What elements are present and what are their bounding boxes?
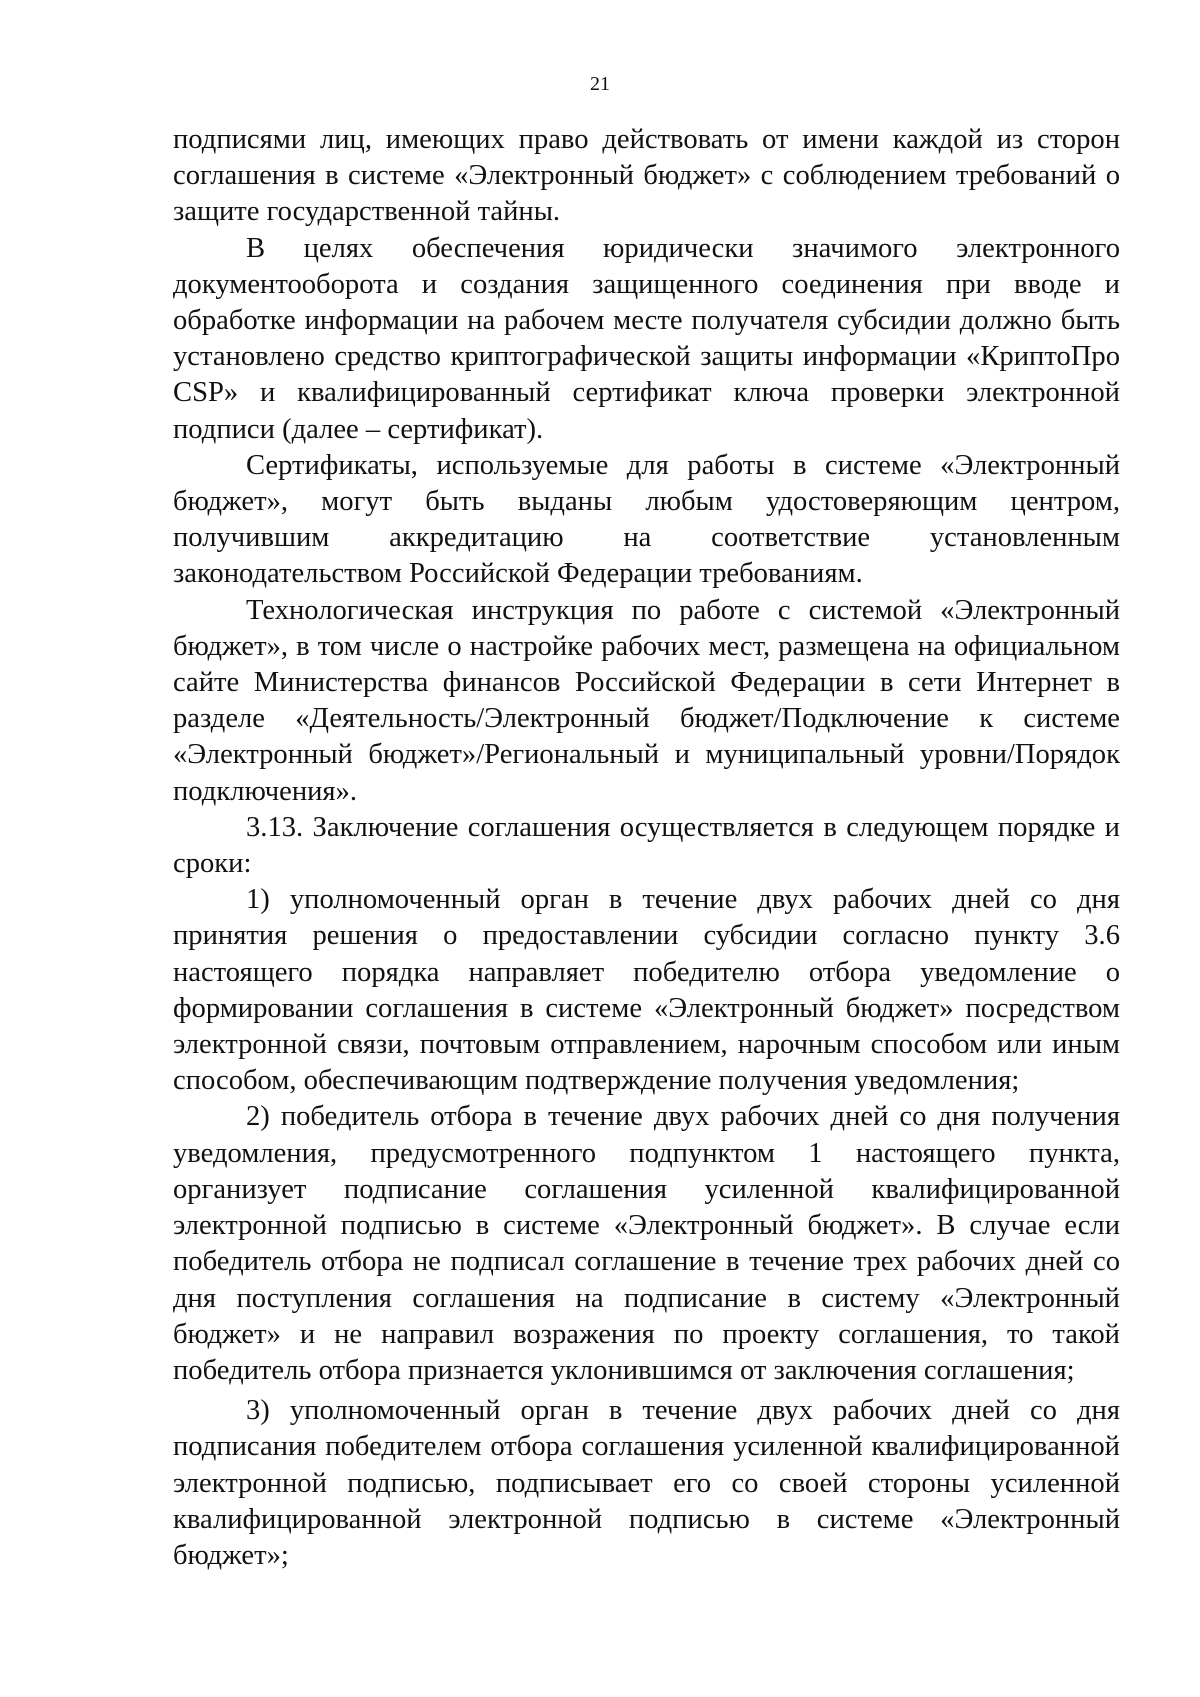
paragraph-crypto-requirements: В целях обеспечения юридически значимого электронного документооборота и создания защищенного соединения при вводе и обработке информации на рабочем месте получателя субсидии должно быть установлено средство криптографической защиты информации «КриптоПро CSP» и квалифицированный сертификат ключа проверки электронной подписи (далее – сертификат).: [173, 232, 1120, 445]
paragraph-item-2: 2) победитель отбора в течение двух рабочих дней со дня получения уведомления, предусмотренного подпунктом 1 настоящего пункта, организует подписание соглашения усиленной квалифицированной электронной подписью в системе «Электронный бюджет». В случае если победитель отбора не подписал соглашение в течение трех рабочих дней со дня поступления соглашения на подписание в систему «Электронный бюджет» и не направил возражения по проекту соглашения, то такой победитель отбора признается уклонившимся от заключения соглашения;: [173, 1101, 1120, 1386]
page-number: 21: [590, 73, 610, 95]
document-body: [173, 122, 1120, 1574]
paragraph-certificates: Сертификаты, используемые для работы в системе «Электронный бюджет», могут быть выданы любым удостоверяющим центром, получившим аккредитацию на соответствие установленным законодательством Российской Федерации требованиям.: [173, 449, 1120, 590]
paragraph-continuation: подписями лиц, имеющих право действовать от имени каждой из сторон соглашения в системе «Электронный бюджет» с соблюдением требований о защите государственной тайны.: [173, 124, 1120, 228]
paragraph-technical-instruction: Технологическая инструкция по работе с системой «Электронный бюджет», в том числе о настройке рабочих мест, размещена на официальном сайте Министерства финансов Российской Федерации в сети Интернет в разделе «Деятельность/Электронный бюджет/Подключение к системе «Электронный бюджет»/Региональный и муниципальный уровни/Порядок подключения».: [173, 594, 1120, 807]
paragraph-item-3: 3) уполномоченный орган в течение двух рабочих дней со дня подписания победителем отбора соглашения усиленной квалифицированной электронной подписью, подписывает его со своей стороны усиленной квалифицированной электронной подписью в системе «Электронный бюджет»;: [173, 1395, 1120, 1571]
paragraph-item-1: 1) уполномоченный орган в течение двух рабочих дней со дня принятия решения о предоставлении субсидии согласно пункту 3.6 настоящего порядка направляет победителю отбора уведомление о формировании соглашения в системе «Электронный бюджет» посредством электронной связи, почтовым отправлением, нарочным способом или иным способом, обеспечивающим подтверждение получения уведомления;: [173, 884, 1120, 1097]
paragraph-section-3-13: 3.13. Заключение соглашения осуществляется в следующем порядке и сроки:: [173, 811, 1120, 880]
